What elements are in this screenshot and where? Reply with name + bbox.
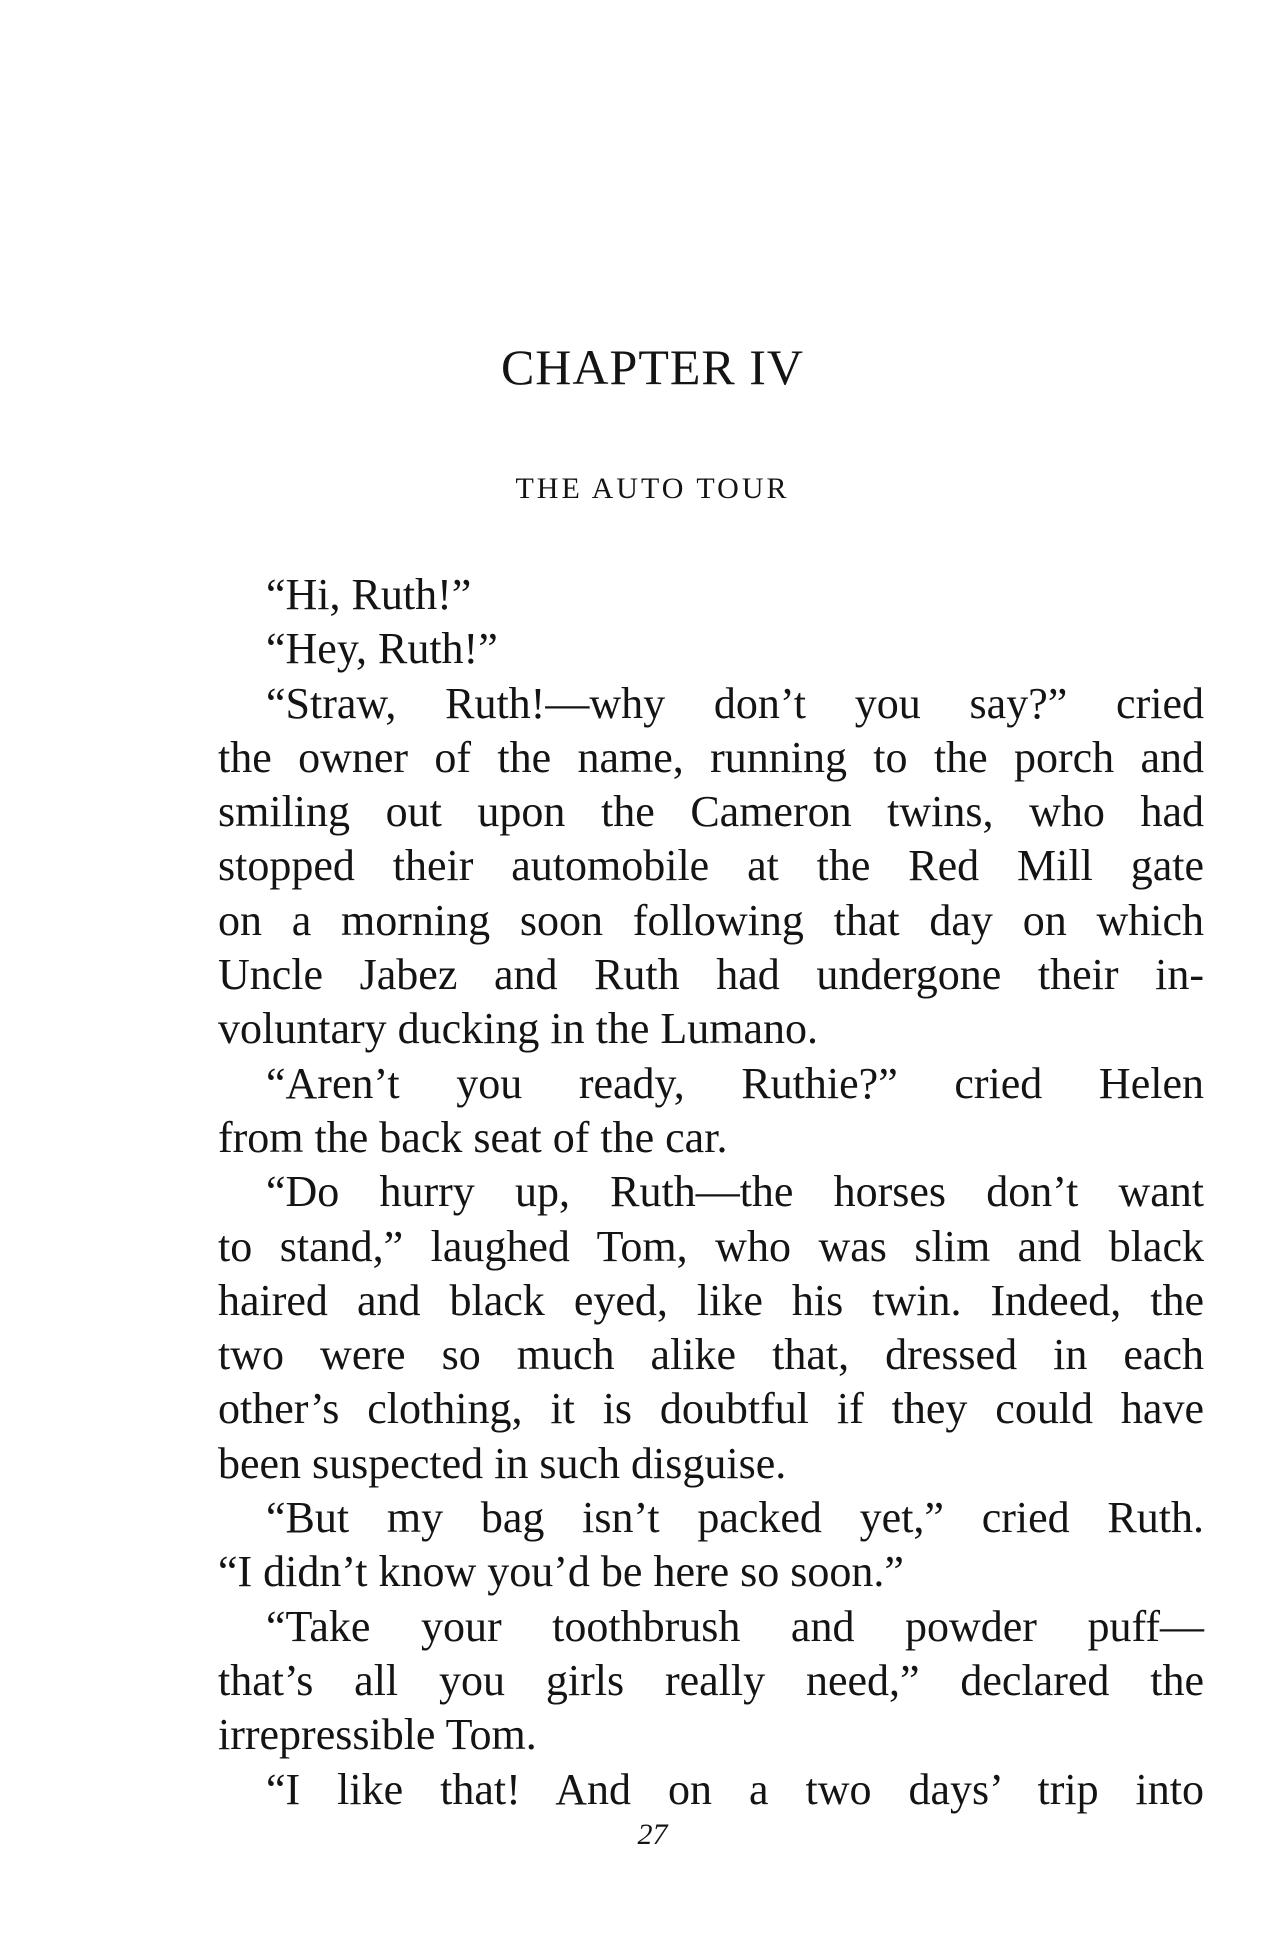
text-line: other’s clothing, it is doubtful if they could have: [218, 1384, 1204, 1434]
text-line: “But my bag isn’t packed yet,” cried Ruth.: [266, 1493, 1204, 1543]
text-line: voluntary ducking in the Lumano.: [218, 1004, 818, 1054]
text-line: “I like that! And on a two days’ trip into: [266, 1764, 1204, 1814]
chapter-heading: CHAPTER IV: [500, 339, 805, 395]
text-line: smiling out upon the Cameron twins, who had: [218, 787, 1204, 837]
text-line: “Hey, Ruth!”: [266, 624, 498, 674]
text-line: haired and black eyed, like his twin. Indeed, the: [218, 1275, 1204, 1325]
body-text: [218, 568, 1204, 1817]
text-line: irrepressible Tom.: [218, 1710, 537, 1760]
text-line: “Take your toothbrush and powder puff—: [266, 1601, 1204, 1651]
text-line: two were so much alike that, dressed in each: [218, 1330, 1204, 1380]
text-line: on a morning soon following that day on which: [218, 895, 1204, 945]
text-line: that’s all you girls really need,” declared the: [218, 1655, 1204, 1705]
text-line: the owner of the name, running to the porch and: [218, 732, 1204, 782]
text-line: “I didn’t know you’d be here so soon.”: [218, 1547, 904, 1597]
chapter-title: THE AUTO TOUR: [515, 472, 790, 505]
text-line: been suspected in such disguise.: [218, 1438, 787, 1488]
text-line: “Straw, Ruth!—why don’t you say?” cried: [266, 678, 1204, 728]
text-line: stopped their automobile at the Red Mill gate: [218, 841, 1204, 891]
text-line: to stand,” laughed Tom, who was slim and black: [218, 1221, 1204, 1271]
page-number: 27: [637, 1818, 668, 1851]
text-line: “Do hurry up, Ruth—the horses don’t want: [266, 1167, 1204, 1217]
text-line: “Aren’t you ready, Ruthie?” cried Helen: [266, 1058, 1204, 1108]
text-line: “Hi, Ruth!”: [266, 570, 472, 619]
text-line: Uncle Jabez and Ruth had undergone their in-: [218, 950, 1204, 1000]
text-line: from the back seat of the car.: [218, 1112, 728, 1162]
